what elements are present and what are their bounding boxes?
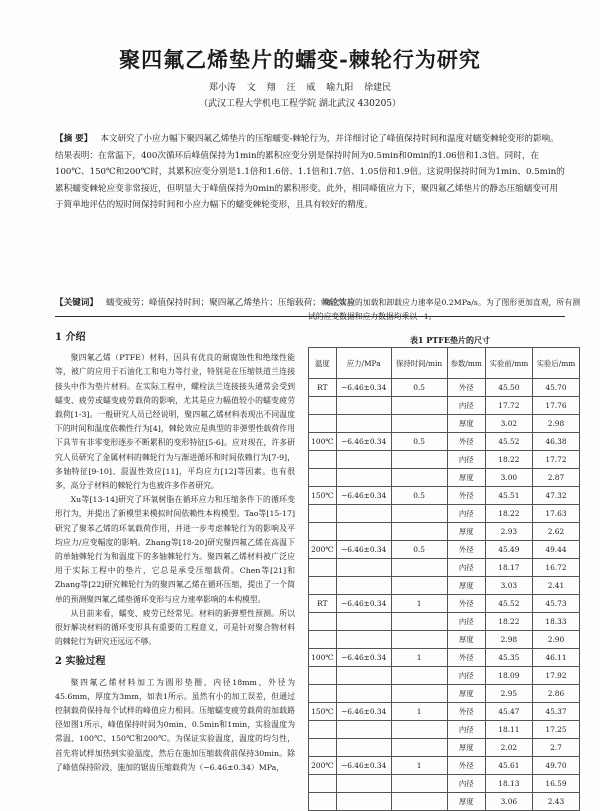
table-row (309, 649, 580, 667)
table-cell: 厚度 (447, 577, 485, 595)
table-cell-empty (391, 631, 447, 649)
table-cell: 2.86 (532, 685, 579, 703)
table-cell: 45.49 (485, 541, 532, 559)
table-cell-empty (391, 739, 447, 757)
table-cell-empty (309, 559, 337, 577)
table-row (309, 397, 580, 415)
table-row (309, 415, 580, 433)
table-cell: 外径 (447, 703, 485, 721)
table-cell: 厚度 (447, 415, 485, 433)
table-cell: 17.76 (532, 397, 579, 415)
table-cell: 46.38 (532, 433, 579, 451)
table-cell: 厚度 (447, 631, 485, 649)
table-row (309, 559, 580, 577)
table-cell: 内径 (447, 505, 485, 523)
table-cell-empty (336, 631, 391, 649)
table-cell: 17.63 (532, 505, 579, 523)
table-cell-hold: 0.5 (391, 541, 447, 559)
table-row (309, 793, 580, 811)
table-row (309, 379, 580, 397)
table-cell: 45.61 (485, 757, 532, 775)
table-cell: 18.22 (485, 505, 532, 523)
table-cell: 外径 (447, 757, 485, 775)
table-cell: 外径 (447, 433, 485, 451)
table-cell: 17.72 (485, 397, 532, 415)
table-cell-empty (336, 559, 391, 577)
table-cell: 内径 (447, 559, 485, 577)
table-cell-empty (336, 523, 391, 541)
section1-paragraph-2: Xu等[13-14]研究了环氧树脂在循环应力和压缩条件下的循环变形行为，并提出了新模型来模拟时间依赖性本构模型。Tao等[15-17]研究了聚苯乙烯的环氧载荷作用，并进一步考虑棘轮行为的影响及平均应力/应变幅度的影响。Zhang等[18-20]研究聚四氟乙烯在高温下的单轴棘轮行为和温度下的多轴棘轮行为。聚四氟乙烯材料被广泛应用于实际工程中的垫片，它总是承受压缩载荷。Chen等[21]和Zhang等[22]研究棘轮行为的聚四氟乙烯在循环压缩，提出了一个简单的预测聚四氟乙烯垫循环变形与应力速率影响的本构模型。 (55, 495, 295, 604)
table-cell-empty (309, 685, 337, 703)
table-cell-empty (391, 775, 447, 793)
table-cell-empty (391, 505, 447, 523)
table-cell: 18.09 (485, 667, 532, 685)
table-cell: 厚度 (447, 739, 485, 757)
table-cell: 厚度 (447, 685, 485, 703)
right-column-intro (308, 296, 580, 324)
section1-paragraph-1: 聚四氟乙烯（PTFE）材料，因具有优良的耐腐蚀性和绝缘性能等，被广的应用于石油化工和电力等行业，特别是在压缩铁道兰连接接头中作为垫片材料。在实际工程中，螺栓法兰连接接头通常会受到蠕变、疲劳或蠕变疲劳载荷的影响，尤其是应力幅值较小的蠕变疲劳载荷[1-3]。一般研究人员已经说明，聚四氟乙烯材料表现出不同温度下的时间和温度依赖性行为[4]，棘轮效应是典型的非弹塑性载荷作用下具节有非零变形逐步不断累积的变形特征[5-6]。应对现在，许多研究人员研究了金属材料的棘轮行为与渐进循环和时间依赖行为[7-9]，多轴特征[9-10]、混温性效应[11]，平均应力[12]等因素。也有很多，高分子材料的棘轮行为也被许多作者研究。 (55, 353, 295, 491)
table-cell-empty (391, 721, 447, 739)
table-cell-stress: −6.46±0.34 (336, 595, 391, 613)
keywords-text: 蠕变疲劳；峰值保持时间；聚四氟乙烯垫片；压缩载荷；棘轮效应 (105, 298, 356, 308)
table-row (309, 433, 580, 451)
abstract (55, 131, 565, 214)
table-cell: 18.22 (485, 451, 532, 469)
table-cell-hold: 0.5 (391, 433, 447, 451)
table-cell: 49.44 (532, 541, 579, 559)
table-header: 温度 (309, 348, 337, 379)
abstract-label: 【摘 要】 (55, 134, 93, 144)
table-cell: 3.02 (485, 415, 532, 433)
table-cell: 外径 (447, 595, 485, 613)
table-cell: 外径 (447, 649, 485, 667)
table-cell: 17.92 (532, 667, 579, 685)
table-cell-hold: 1 (391, 649, 447, 667)
authors: 郑小涛 文 翔 汪 威 喻九阳 徐建民 (208, 83, 392, 93)
table-cell: 外径 (447, 487, 485, 505)
table-cell-stress: −6.46±0.34 (336, 703, 391, 721)
table-cell-empty (336, 577, 391, 595)
table-cell-hold: 0.5 (391, 487, 447, 505)
table-row (309, 541, 580, 559)
left-column (55, 325, 295, 775)
table-cell-empty (336, 451, 391, 469)
table-cell-empty (336, 667, 391, 685)
table-cell-empty (336, 775, 391, 793)
table-cell: 2.7 (532, 739, 579, 757)
table-cell: 2.02 (485, 739, 532, 757)
table-cell-empty (391, 451, 447, 469)
table-cell: 2.62 (532, 523, 579, 541)
table-cell: 18.22 (485, 613, 532, 631)
table-cell: 45.37 (532, 703, 579, 721)
ptfe-dimension-table (308, 347, 580, 811)
table-cell-stress: −6.46±0.34 (336, 379, 391, 397)
table-cell: 45.51 (485, 487, 532, 505)
table-cell-empty (309, 505, 337, 523)
table-cell-empty (336, 739, 391, 757)
table-cell-hold: 1 (391, 757, 447, 775)
table-cell-stress: −6.46±0.34 (336, 487, 391, 505)
table-cell-empty (309, 613, 337, 631)
table-cell: 17.72 (532, 451, 579, 469)
table-cell: 18.17 (485, 559, 532, 577)
table-cell-empty (391, 793, 447, 811)
table-cell: 厚度 (447, 469, 485, 487)
table-cell-empty (391, 685, 447, 703)
table-cell-empty (336, 469, 391, 487)
table-cell: 2.93 (485, 523, 532, 541)
table-row (309, 631, 580, 649)
table-header: 参数/mm (447, 348, 485, 379)
table-cell: 内径 (447, 775, 485, 793)
table-cell-empty (391, 415, 447, 433)
table-cell-empty (309, 415, 337, 433)
table-cell-empty (309, 739, 337, 757)
table-row (309, 775, 580, 793)
table-cell: 内径 (447, 721, 485, 739)
table-cell: 2.87 (532, 469, 579, 487)
table-row (309, 577, 580, 595)
table-cell: 18.13 (485, 775, 532, 793)
table-row (309, 595, 580, 613)
table-cell-empty (309, 469, 337, 487)
table-cell: 内径 (447, 397, 485, 415)
section1-paragraph-3: 从目前来看，蠕变、疲劳已经常见。材料的新弹塑性预测。所以很好解决材料的循环变形具有重要的工程意义，可是针对聚合物材料的棘轮行为研究还远远不够。 (55, 608, 295, 647)
table-cell: 45.50 (485, 379, 532, 397)
table-cell: 2.98 (485, 631, 532, 649)
table-cell: 45.47 (485, 703, 532, 721)
table-cell-empty (309, 397, 337, 415)
table-cell-hold: 0.5 (391, 379, 447, 397)
table-cell-temp: 200℃ (309, 757, 337, 775)
table-cell-temp: 100℃ (309, 649, 337, 667)
table-cell-empty (391, 667, 447, 685)
table-cell: 47.32 (532, 487, 579, 505)
table-cell: 内径 (447, 451, 485, 469)
table-cell-temp: 100℃ (309, 433, 337, 451)
table-caption: 表1 PTFE垫片的尺寸 (409, 335, 491, 345)
table-cell: 49.70 (532, 757, 579, 775)
table-cell: 厚度 (447, 793, 485, 811)
section1-heading: 1 介绍 (55, 332, 86, 343)
table-cell-stress: −6.46±0.34 (336, 757, 391, 775)
table-cell-empty (336, 685, 391, 703)
table-row (309, 721, 580, 739)
table-cell: 45.35 (485, 649, 532, 667)
table-cell: 16.59 (532, 775, 579, 793)
table-cell-empty (391, 397, 447, 415)
table-cell-temp: 200℃ (309, 541, 337, 559)
table-row (309, 739, 580, 757)
table-cell-empty (309, 631, 337, 649)
table-row (309, 487, 580, 505)
table-cell: 2.95 (485, 685, 532, 703)
table-cell: 外径 (447, 541, 485, 559)
table-cell-empty (391, 469, 447, 487)
table-cell-empty (309, 775, 337, 793)
table-cell-empty (336, 397, 391, 415)
table-cell-temp: 150℃ (309, 487, 337, 505)
section2-paragraph-1: 聚四氟乙烯材料加工为圆形垫圈，内径18mm，外径为45.6mm，厚度为3mm，如表1所示。虽然有小的加工误差，但通过控制载荷保持每个试样的峰值应力相同。压缩蠕变疲劳载荷的加载路径如图1所示，峰值保持时间为0min、0.5min和1min，实验温度为常温、100℃、150℃和200℃。为保证实验温度，温度的均匀性，首先将试样加热到实验温度，然后在施加压缩载荷前保持30min。除了峰值保持阶段，施加的锯齿压缩载荷为（−6.46±0.34）MPa， (55, 677, 295, 772)
table-cell-empty (391, 523, 447, 541)
table-cell-hold: 1 (391, 595, 447, 613)
table-cell: 厚度 (447, 523, 485, 541)
table-cell-hold: 1 (391, 703, 447, 721)
table-cell-stress: −6.46±0.34 (336, 541, 391, 559)
paper-title: 聚四氟乙烯垫片的蠕变-棘轮行为研究 (119, 47, 481, 72)
table-cell: 17.25 (532, 721, 579, 739)
table-cell: 2.90 (532, 631, 579, 649)
table-row (309, 613, 580, 631)
table-cell: 45.73 (532, 595, 579, 613)
affiliation: （武汉工程大学机电工程学院 湖北武汉 430205） (198, 99, 402, 109)
keywords-label: 【关键词】 (55, 298, 98, 308)
table-cell-empty (309, 667, 337, 685)
table-cell-empty (309, 451, 337, 469)
table-cell: 45.52 (485, 433, 532, 451)
table-cell-empty (336, 721, 391, 739)
table-cell-empty (309, 793, 337, 811)
table-cell: 45.70 (532, 379, 579, 397)
table-cell: 2.43 (532, 793, 579, 811)
table-cell-empty (391, 559, 447, 577)
table-header: 保持时间/min (391, 348, 447, 379)
table-cell-empty (391, 577, 447, 595)
table-row (309, 469, 580, 487)
table-cell-empty (336, 415, 391, 433)
table-header: 实验后/mm (532, 348, 579, 379)
table-row (309, 703, 580, 721)
table-cell-temp: 150℃ (309, 703, 337, 721)
section2-heading: 2 实验过程 (55, 656, 106, 668)
table-row (309, 451, 580, 469)
table-cell-empty (336, 613, 391, 631)
table-cell-stress: −6.46±0.34 (336, 649, 391, 667)
table-cell-empty (309, 721, 337, 739)
table-cell: 16.72 (532, 559, 579, 577)
table-cell: 外径 (447, 379, 485, 397)
table-cell: 18.33 (532, 613, 579, 631)
table-cell: 内径 (447, 613, 485, 631)
table-cell-empty (391, 613, 447, 631)
table-cell-empty (309, 577, 337, 595)
table-row (309, 505, 580, 523)
right-column-text: 每次实验的加载和卸载应力速率是0.2MPa/s。为了图形更加直观，所有测试的应变数据和应力数据均乘以−1。 (308, 298, 580, 322)
table-cell-empty (336, 505, 391, 523)
table-cell: 18.11 (485, 721, 532, 739)
table-row (309, 523, 580, 541)
table-row (309, 757, 580, 775)
table-cell: 2.41 (532, 577, 579, 595)
table-cell: 3.00 (485, 469, 532, 487)
table-cell-temp: RT (309, 595, 337, 613)
table-cell-stress: −6.46±0.34 (336, 433, 391, 451)
table-header: 应力/MPa (336, 348, 391, 379)
table-header: 实验前/mm (485, 348, 532, 379)
table-cell: 内径 (447, 667, 485, 685)
table-cell: 3.06 (485, 793, 532, 811)
abstract-text: 本文研究了小应力幅下聚四氟乙烯垫片的压缩蠕变-棘轮行为，并详细讨论了峰值保持时间和温度对蠕变棘轮变形的影响。结果表明：在常温下，400次循环后峰值保持为1min的累积应变分别是保持时间为0.5min和0min的1.06倍和1.3倍。同时，在100℃、150℃和200℃时，其累积应变分别是1.1倍和1.6倍、1.1倍和1.7倍、1.05倍和1.9倍。这说明保持时间为1min、0.5min的累积蠕变棘轮应变非常接近，但明显大于峰值保持为0min的累积形变。此外，相同峰值应力下，聚四氟乙烯垫片的静态压缩蠕变可用于简单地评估的短时间保持时间和小应力幅下的蠕变棘轮变形，且具有较好的精度。 (55, 134, 565, 211)
table-row (309, 685, 580, 703)
table-cell-empty (309, 523, 337, 541)
table-cell: 45.52 (485, 595, 532, 613)
table-cell-empty (336, 793, 391, 811)
table-cell: 2.98 (532, 415, 579, 433)
table-cell: 46.11 (532, 649, 579, 667)
table-row (309, 667, 580, 685)
table-cell: 3.03 (485, 577, 532, 595)
table-cell-temp: RT (309, 379, 337, 397)
